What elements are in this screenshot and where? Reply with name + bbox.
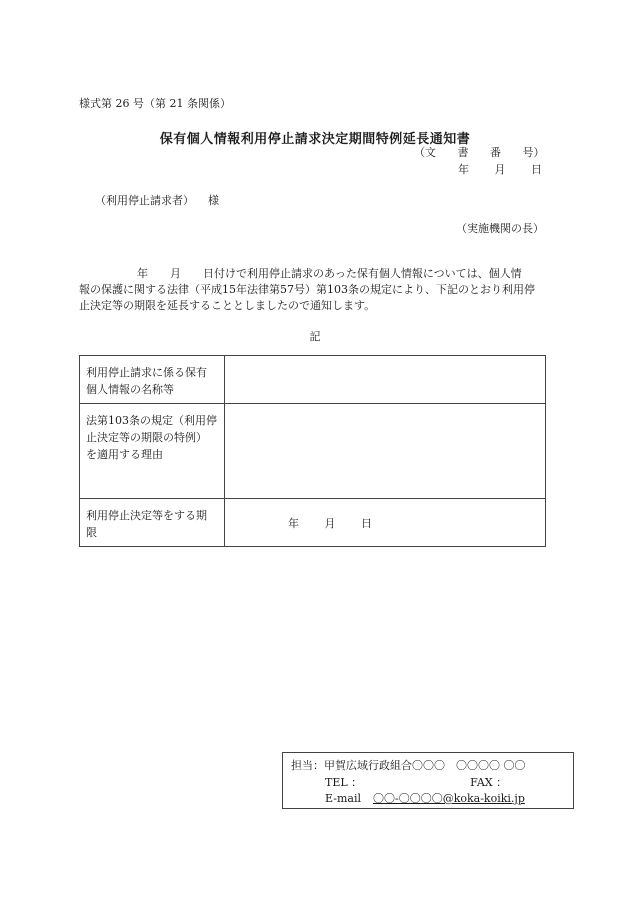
body-line-3: 止決定等の期限を延長することとしましたので通知します。 [79, 299, 376, 312]
decision-deadline-field[interactable] [225, 499, 546, 547]
contact-email [325, 790, 525, 806]
fax-label: FAX ： [470, 776, 508, 789]
row-label-decision-deadline [80, 499, 225, 547]
row1-label-line-2: 個人情報の名称等 [86, 383, 174, 396]
notice-body [79, 266, 549, 314]
contact-phone-fax [325, 774, 507, 790]
table-row [80, 356, 546, 404]
email-link[interactable]: 〇〇-〇〇〇〇@koka-koiki.jp [372, 792, 525, 805]
table-row [80, 404, 546, 499]
row2-label-line-1: 法第103条の規定（利用停 [86, 414, 217, 427]
extension-reason-field[interactable] [225, 404, 546, 499]
issuer-name: （実施機関の長） [456, 222, 544, 235]
form-number: 様式第 26 号（第 21 条関係） [79, 97, 231, 110]
body-line-2: 報の保護に関する法律（平成15年法律第57号）第103条の規定により、下記のとおり利用停 [79, 283, 535, 296]
recipient-name: （利用停止請求者） [95, 194, 194, 207]
row3-label-line-1: 利用停止決定等をする期 [86, 509, 207, 522]
row-label-information-name [80, 356, 225, 404]
document-title: 保有個人情報利用停止請求決定期間特例延長通知書 [159, 132, 471, 147]
ki-heading: 記 [309, 330, 321, 343]
deadline-date: 年 月 日 [288, 516, 372, 530]
recipient-line [95, 192, 219, 208]
table-row [80, 499, 546, 547]
contact-person: 担当：甲賀広域行政組合〇〇〇 〇〇〇〇 〇〇 [291, 759, 526, 772]
row2-label-line-2: 止決定等の期限の特例） [86, 431, 207, 444]
information-name-field[interactable] [225, 356, 546, 404]
row-label-extension-reason [80, 404, 225, 499]
document-number-label: （文 書 番 号） [414, 146, 545, 159]
email-label: E-mail [325, 792, 361, 805]
row3-label-line-2: 限 [86, 526, 97, 539]
issue-date: 年 月 日 [458, 163, 542, 176]
body-line-1: 年 月 日付けで利用停止請求のあった保有個人情報については、個人情 [137, 267, 522, 280]
row1-label-line-1: 利用停止請求に係る保有 [86, 366, 207, 379]
recipient-honorific: 様 [208, 194, 219, 207]
contact-box [282, 752, 574, 809]
row2-label-line-3: を適用する理由 [86, 448, 163, 461]
tel-label: TEL ： [325, 776, 363, 789]
details-table [79, 355, 546, 547]
